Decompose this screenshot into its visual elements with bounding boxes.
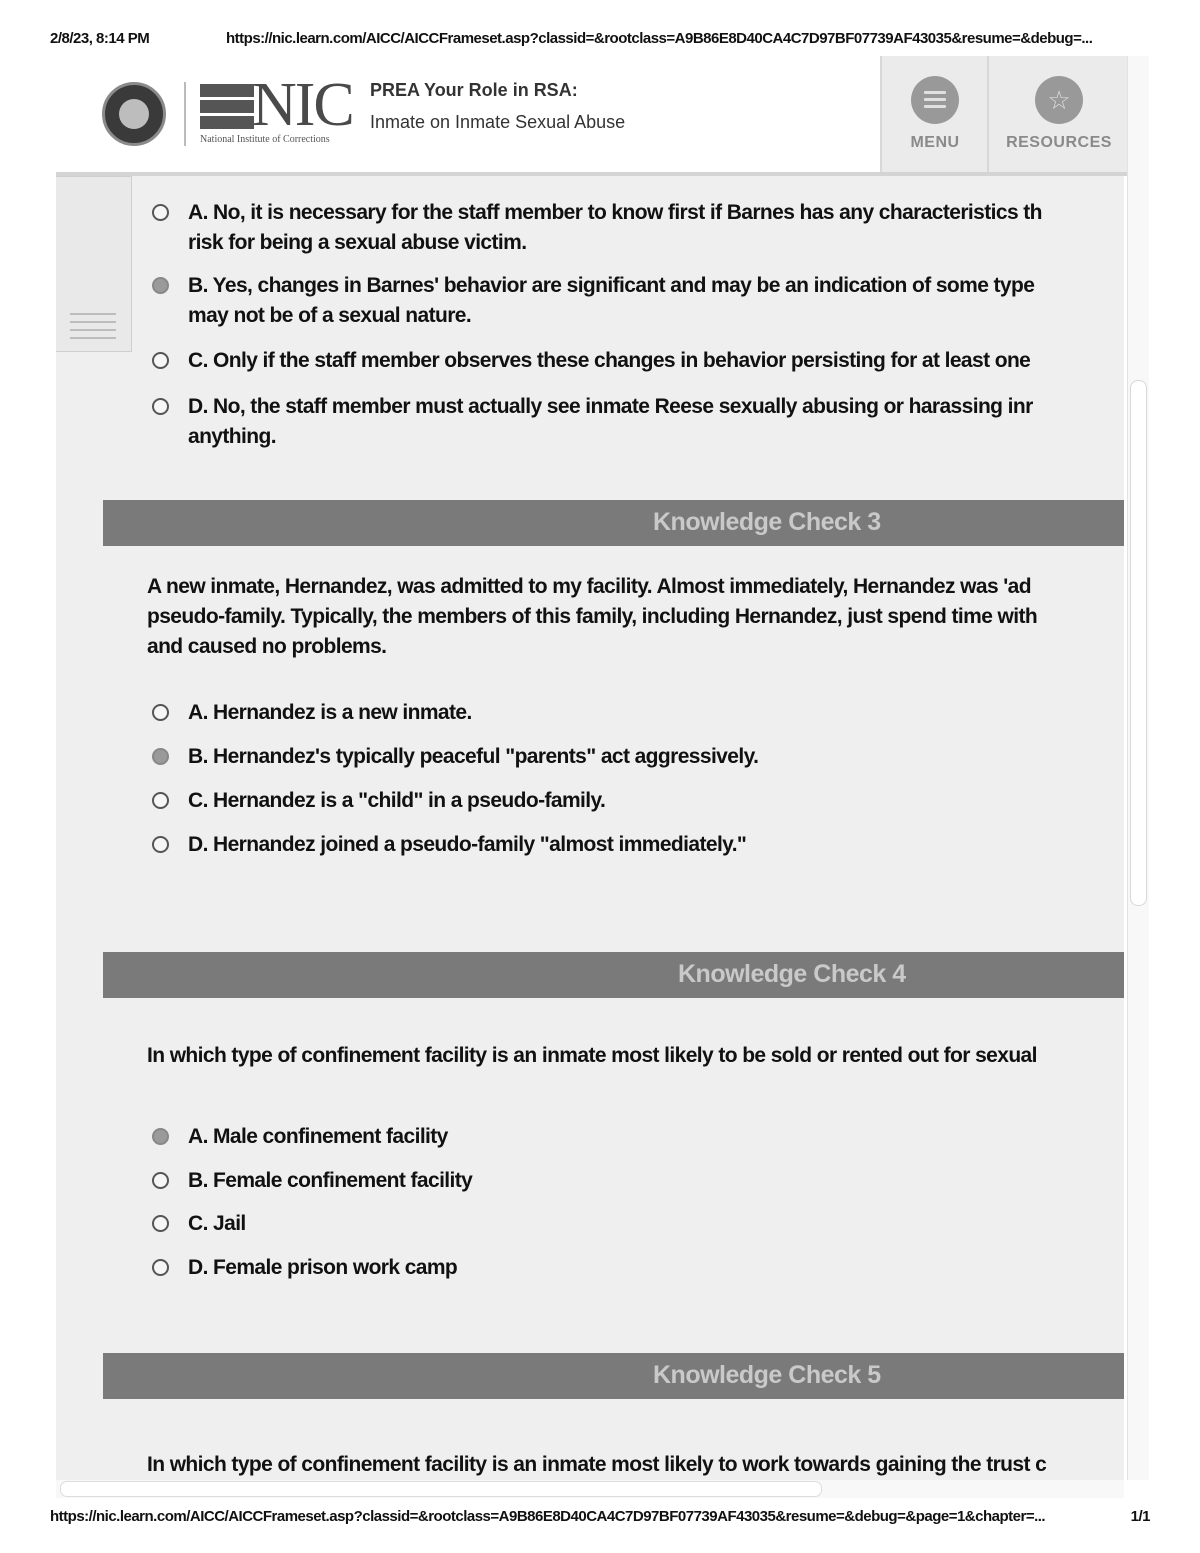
print-footer-url: https://nic.learn.com/AICC/AICCFrameset.asp?classid=&rootclass=A9B86E8D40CA4C7D97BF07739AF43035&resume=&debug=&page=1&chapter=...	[50, 1508, 1046, 1525]
print-date: 2/8/23, 8:14 PM	[50, 30, 150, 47]
option-text: D. No, the staff member must actually see inmate Reese sexually abusing or harassing inr anything.	[188, 395, 1033, 448]
kc5-question: In which type of confinement facility is an inmate most likely to work towards gaining the trust c	[147, 1453, 1047, 1476]
horizontal-scrollbar[interactable]	[56, 1480, 1124, 1498]
course-title: PREA Your Role in RSA:	[370, 80, 578, 100]
logo-divider	[184, 82, 186, 146]
kc3-option-d[interactable]	[152, 830, 1124, 860]
content-area	[56, 176, 1124, 1480]
radio-button-selected[interactable]	[152, 1128, 169, 1145]
nic-logo-text: NIC	[252, 71, 353, 139]
kc4-option-c[interactable]	[152, 1209, 1124, 1239]
nic-logo	[200, 71, 360, 150]
kc3-option-c[interactable]	[152, 786, 1124, 816]
radio-button[interactable]	[152, 836, 169, 853]
section-title: Knowledge Check 5	[653, 1361, 881, 1389]
option-text: B. Hernandez's typically peaceful "parents" act aggressively.	[188, 745, 759, 768]
option-text: B. Yes, changes in Barnes' behavior are significant and may be an indication of some type may not be of a sexual nature.	[188, 274, 1035, 327]
course-subtitle: Inmate on Inmate Sexual Abuse	[370, 112, 626, 132]
knowledge-check-3-header	[103, 500, 1124, 546]
kc4-option-a[interactable]	[152, 1122, 1124, 1152]
option-text: C. Only if the staff member observes these changes in behavior persisting for at least one	[188, 349, 1031, 372]
kc4-option-b[interactable]	[152, 1166, 1124, 1196]
kc2-option-c[interactable]	[152, 346, 1124, 376]
radio-button[interactable]	[152, 352, 169, 369]
section-title: Knowledge Check 3	[653, 508, 881, 536]
kc3-option-a[interactable]	[152, 698, 1124, 728]
option-text: B. Female confinement facility	[188, 1169, 473, 1192]
radio-button-selected[interactable]	[152, 748, 169, 765]
radio-button[interactable]	[152, 1259, 169, 1276]
radio-button-selected[interactable]	[152, 277, 169, 294]
nic-logo-subtitle: National Institute of Corrections	[200, 134, 330, 145]
star-icon: ☆	[1035, 76, 1083, 124]
kc3-question: A new inmate, Hernandez, was admitted to my facility. Almost immediately, Hernandez was 'ad pseudo-family. Typically, the members of this family, including Hernandez, just spend time with and caused no problems.	[147, 575, 1038, 658]
radio-button[interactable]	[152, 1215, 169, 1232]
resources-button[interactable]	[987, 56, 1129, 172]
print-url: https://nic.learn.com/AICC/AICCFrameset.asp?classid=&rootclass=A9B86E8D40CA4C7D97BF07739AF43035&resume=&debug=...	[226, 30, 1093, 47]
horizontal-scroll-thumb[interactable]	[60, 1481, 822, 1497]
option-text: A. Male confinement facility	[188, 1125, 448, 1148]
nic-logo-bars	[200, 84, 254, 130]
doj-seal-icon	[102, 82, 166, 146]
menu-label: MENU	[910, 134, 960, 151]
radio-button[interactable]	[152, 792, 169, 809]
course-window	[56, 56, 1148, 1480]
option-text: C. Hernandez is a "child" in a pseudo-family.	[188, 789, 606, 812]
option-text: C. Jail	[188, 1212, 246, 1235]
scroll-thumb[interactable]	[1130, 380, 1147, 906]
vertical-scrollbar[interactable]	[1127, 56, 1149, 1480]
menu-button[interactable]	[880, 56, 988, 172]
option-text: A. Hernandez is a new inmate.	[188, 701, 472, 724]
kc2-option-a[interactable]	[152, 198, 1124, 258]
option-text: D. Female prison work camp	[188, 1256, 458, 1279]
knowledge-check-4-header	[103, 952, 1124, 998]
resources-label: RESOURCES	[1006, 134, 1112, 151]
kc4-question: In which type of confinement facility is an inmate most likely to be sold or rented out for sexual	[147, 1044, 1037, 1067]
knowledge-check-5-header	[103, 1353, 1124, 1399]
kc2-option-b[interactable]	[152, 271, 1124, 331]
toc-toggle-button[interactable]	[56, 176, 132, 352]
print-page-number: 1/1	[1130, 1508, 1150, 1525]
section-title: Knowledge Check 4	[678, 960, 906, 988]
radio-button[interactable]	[152, 1172, 169, 1189]
hamburger-icon	[911, 76, 959, 124]
option-text: A. No, it is necessary for the staff member to know first if Barnes has any characteristics th risk for being a sexual abuse victim.	[188, 201, 1042, 254]
option-text: D. Hernandez joined a pseudo-family "almost immediately."	[188, 833, 747, 856]
radio-button[interactable]	[152, 398, 169, 415]
radio-button[interactable]	[152, 204, 169, 221]
app-header	[56, 56, 1148, 176]
radio-button[interactable]	[152, 704, 169, 721]
kc4-option-d[interactable]	[152, 1253, 1124, 1283]
kc2-option-d[interactable]	[152, 392, 1124, 452]
kc3-option-b[interactable]	[152, 742, 1124, 772]
